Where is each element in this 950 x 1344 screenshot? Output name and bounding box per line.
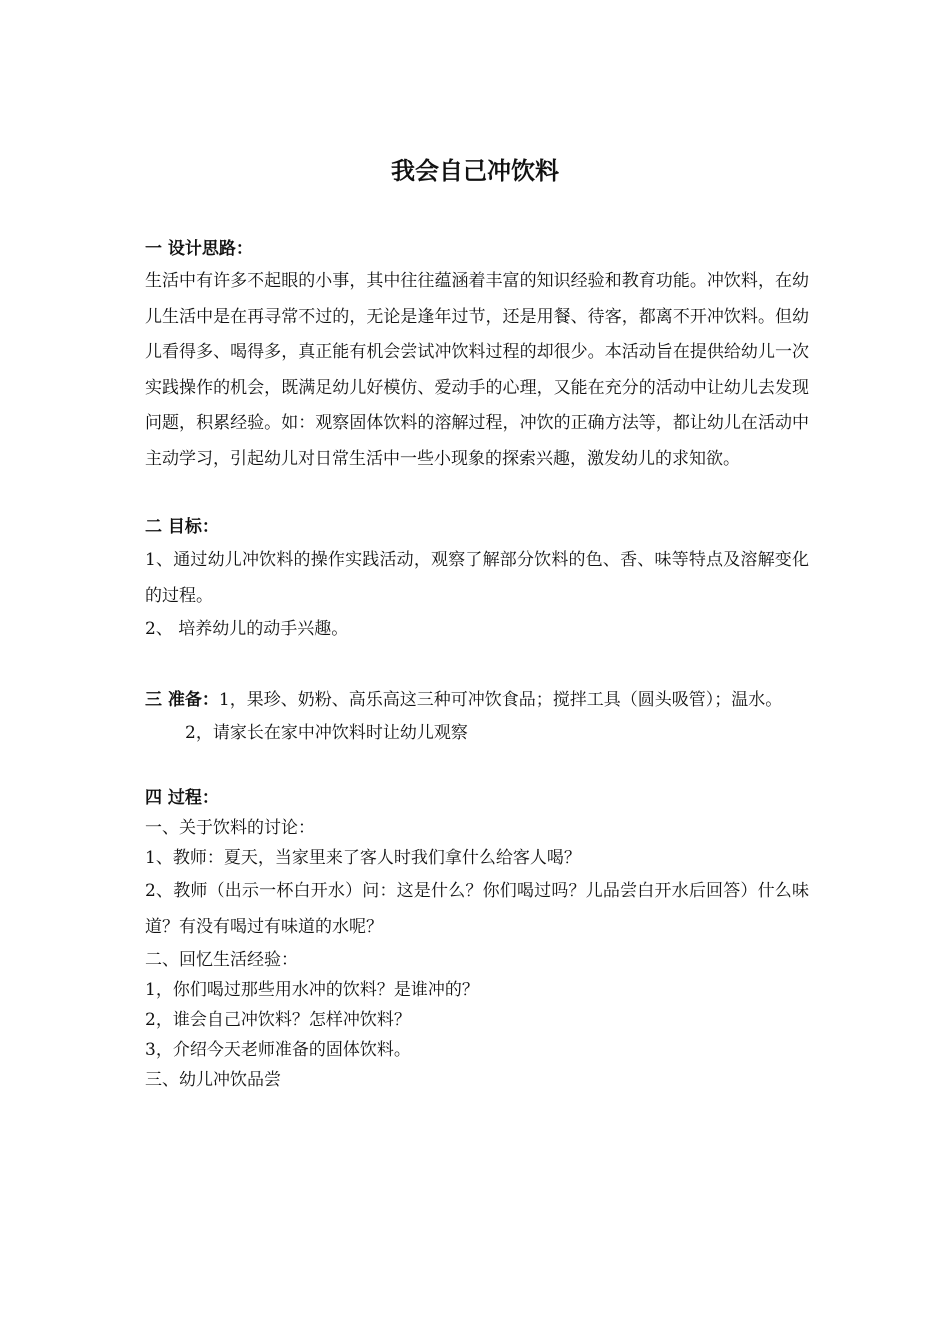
spacer [145, 750, 809, 783]
process-part-2-question-2: 2，谁会自己冲饮料？怎样冲饮料？ [145, 1010, 411, 1030]
spacer [145, 644, 809, 684]
process-part-2-question-1: 1，你们喝过那些用水冲的饮料？是谁冲的？ [145, 980, 479, 1000]
process-part-1-question-2: 2、教师（出示一杯白开水）问：这是什么？你们喝过吗？儿品尝白开水后回答）什么味道？有没有喝过有味道的水呢？ [145, 881, 809, 937]
design-idea-paragraph: 生活中有许多不起眼的小事，其中往往蕴涵着丰富的知识经验和教育功能。冲饮料，在幼儿生活中是在再寻常不过的，无论是逢年过节，还是用餐、待客，都离不开冲饮料。但幼儿看得多、喝得多，真正能有机会尝试冲饮料过程的却很少。本活动旨在提供给幼儿一次实践操作的机会，既满足幼儿好模仿、爱动手的心理，又能在充分的活动中让幼儿去发现问题，积累经验。如：观察固体饮料的溶解过程，冲饮的正确方法等，都让幼儿在活动中主动学习，引起幼儿对日常生活中一些小现象的探索兴趣，激发幼儿的求知欲。 [145, 271, 809, 469]
page-title: 我会自己冲饮料 [391, 156, 559, 185]
goal-item-2: 2、 培养幼儿的动手兴趣。 [145, 619, 349, 639]
document-body [145, 234, 809, 1095]
goal-item-1: 1、通过幼儿冲饮料的操作实践活动，观察了解部分饮料的色、香、味等特点及溶解变化的过程。 [145, 550, 809, 606]
preparation-item-1: 1，果珍、奶粉、高乐高这三种可冲饮食品；搅拌工具（圆头吸管）；温水。 [218, 690, 783, 710]
section-heading-preparation: 三 准备： [145, 690, 219, 710]
process-part-2-question-3: 3，介绍今天老师准备的固体饮料。 [145, 1040, 411, 1060]
preparation-row [145, 684, 809, 717]
process-part-3-title: 三、幼儿冲饮品尝 [145, 1070, 281, 1090]
section-heading-process: 四 过程： [145, 788, 219, 808]
section-heading-design-idea: 一 设计思路： [145, 239, 253, 259]
section-heading-goals: 二 目标： [145, 517, 219, 537]
process-part-2-title: 二、回忆生活经验： [145, 950, 298, 970]
process-part-1-question-1: 1、教师：夏天，当家里来了客人时我们拿什么给客人喝？ [145, 848, 581, 868]
preparation-item-2: 2，请家长在家中冲饮料时让幼儿观察 [185, 723, 468, 743]
spacer [145, 477, 809, 512]
process-part-1-title: 一、关于饮料的讨论： [145, 818, 315, 838]
